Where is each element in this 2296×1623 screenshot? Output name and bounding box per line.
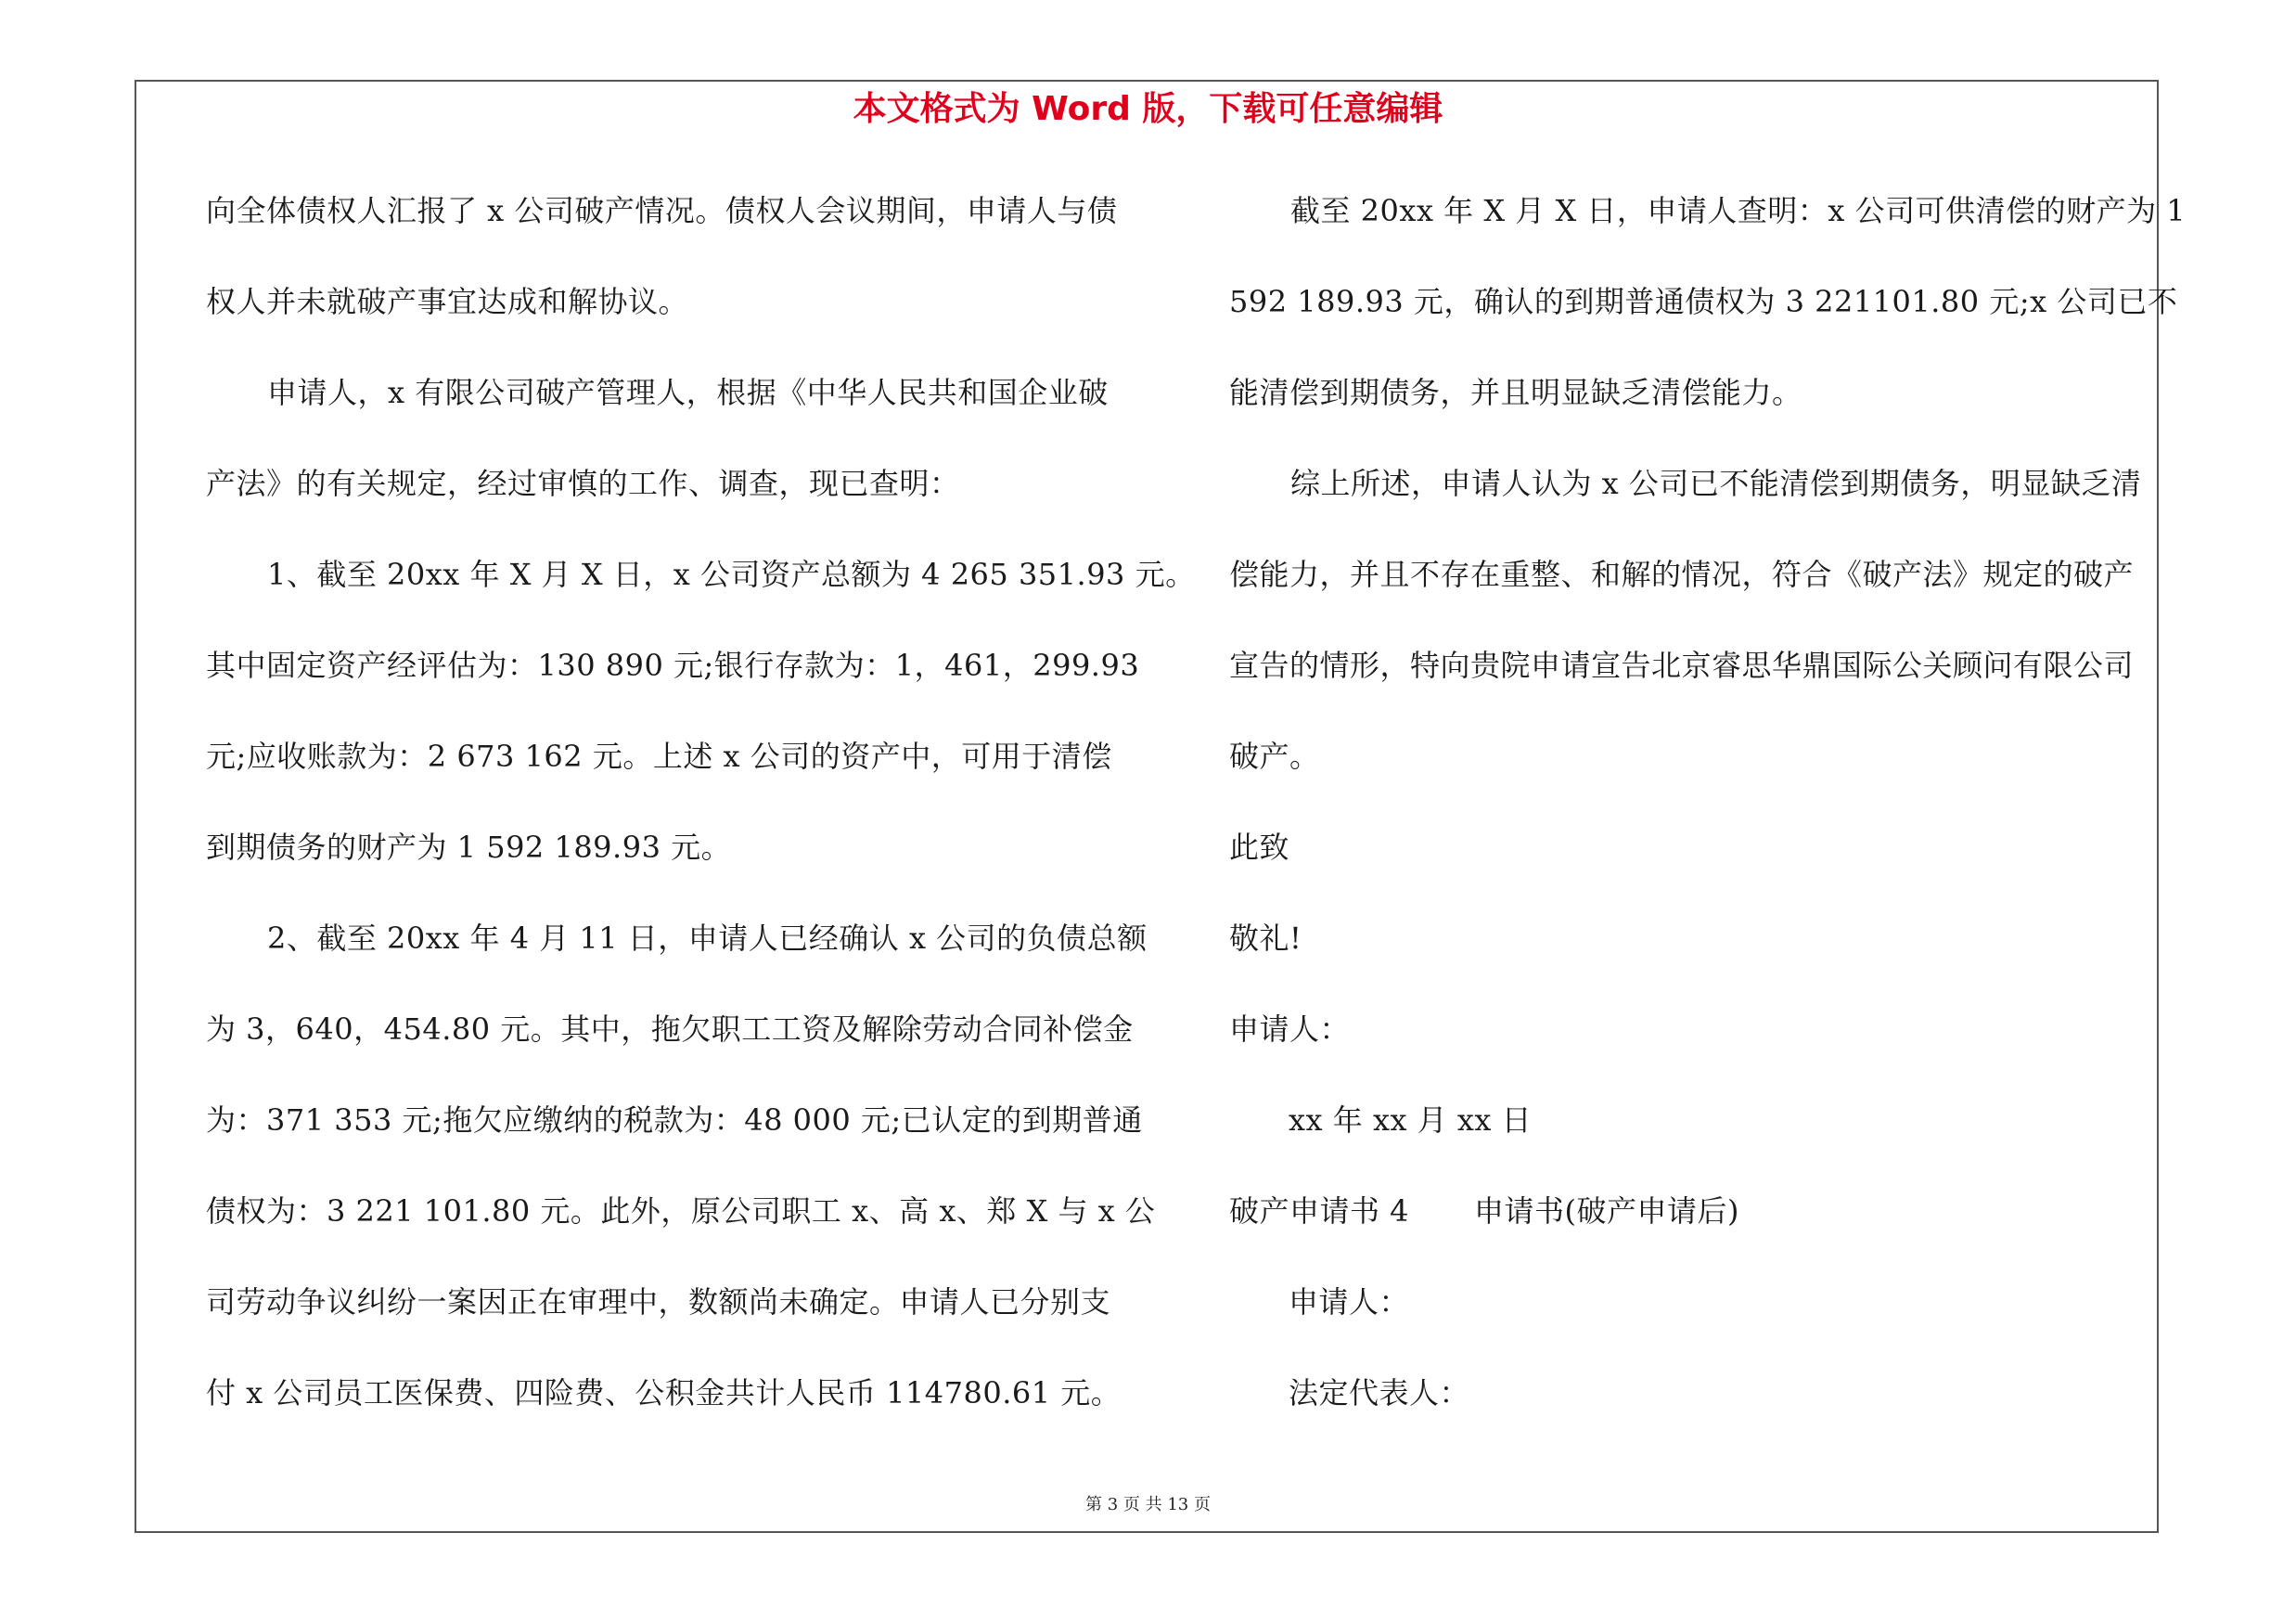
page-number-footer: 第 3 页 共 13 页 [1085, 1495, 1211, 1514]
section-number: 破产申请书 4 [1229, 1193, 1410, 1229]
text-line: 其中固定资产经评估为：130 890 元;银行存款为：1，461，299.93 [206, 648, 1140, 683]
closing-salutation: 此致 [1229, 830, 1290, 865]
applicant-label: 申请人： [1229, 1011, 1351, 1047]
date-line: xx 年 xx 月 xx 日 [1289, 1102, 1533, 1138]
text-line: 申请人，x 有限公司破产管理人，根据《中华人民共和国企业破 [267, 375, 1109, 410]
text-line: 综上所述，申请人认为 x 公司已不能清偿到期债务，明显缺乏清 [1290, 466, 2142, 501]
legal-representative-field: 法定代表人： [1289, 1375, 1470, 1410]
text-line: 能清偿到期债务，并且明显缺乏清偿能力。 [1229, 375, 1802, 410]
left-text-column [206, 182, 1196, 1462]
text-line: 向全体债权人汇报了 x 公司破产情况。债权人会议期间，申请人与债 [206, 193, 1118, 228]
text-line: 付 x 公司员工医保费、四险费、公积金共计人民币 114780.61 元。 [206, 1375, 1122, 1410]
word-format-banner: 本文格式为 Word 版，下载可任意编辑 [853, 90, 1443, 128]
text-line: 为：371 353 元;拖欠应缴纳的税款为：48 000 元;已认定的到期普通 [206, 1102, 1143, 1138]
text-line: 元;应收账款为：2 673 162 元。上述 x 公司的资产中，可用于清偿 [206, 739, 1112, 774]
text-line: 为 3，640，454.80 元。其中，拖欠职工工资及解除劳动合同补偿金 [206, 1011, 1134, 1047]
text-line: 偿能力，并且不存在重整、和解的情况，符合《破产法》规定的破产 [1229, 557, 2135, 592]
text-line: 债权为：3 221 101.80 元。此外，原公司职工 x、高 x、郑 X 与 x 公 [206, 1193, 1156, 1229]
closing-regards: 敬礼! [1229, 921, 1302, 956]
section-heading [1229, 1182, 2157, 1273]
text-line: 截至 20xx 年 X 月 X 日，申请人查明：x 公司可供清偿的财产为 1 [1290, 193, 2187, 228]
text-line: 592 189.93 元，确认的到期普通债权为 3 221101.80 元;x 公司已不 [1229, 284, 2178, 319]
applicant-field: 申请人： [1289, 1284, 1410, 1320]
text-line: 司劳动争议纠纷一案因正在审理中，数额尚未确定。申请人已分别支 [206, 1284, 1111, 1320]
text-line: 2、截至 20xx 年 4 月 11 日，申请人已经确认 x 公司的负债总额 [267, 921, 1148, 956]
text-line: 产法》的有关规定，经过审慎的工作、调查，现已查明： [206, 466, 960, 501]
right-text-column [1229, 182, 2187, 1462]
text-line: 破产。 [1229, 739, 1320, 774]
text-line: 宣告的情形，特向贵院申请宣告北京睿思华鼎国际公关顾问有限公司 [1229, 648, 2135, 683]
section-title: 申请书(破产申请后) [1474, 1193, 1740, 1229]
text-line: 1、截至 20xx 年 X 月 X 日，x 公司资产总额为 4 265 351.93 元。 [267, 557, 1196, 592]
text-line: 权人并未就破产事宜达成和解协议。 [206, 284, 689, 319]
text-line: 到期债务的财产为 1 592 189.93 元。 [206, 830, 732, 865]
